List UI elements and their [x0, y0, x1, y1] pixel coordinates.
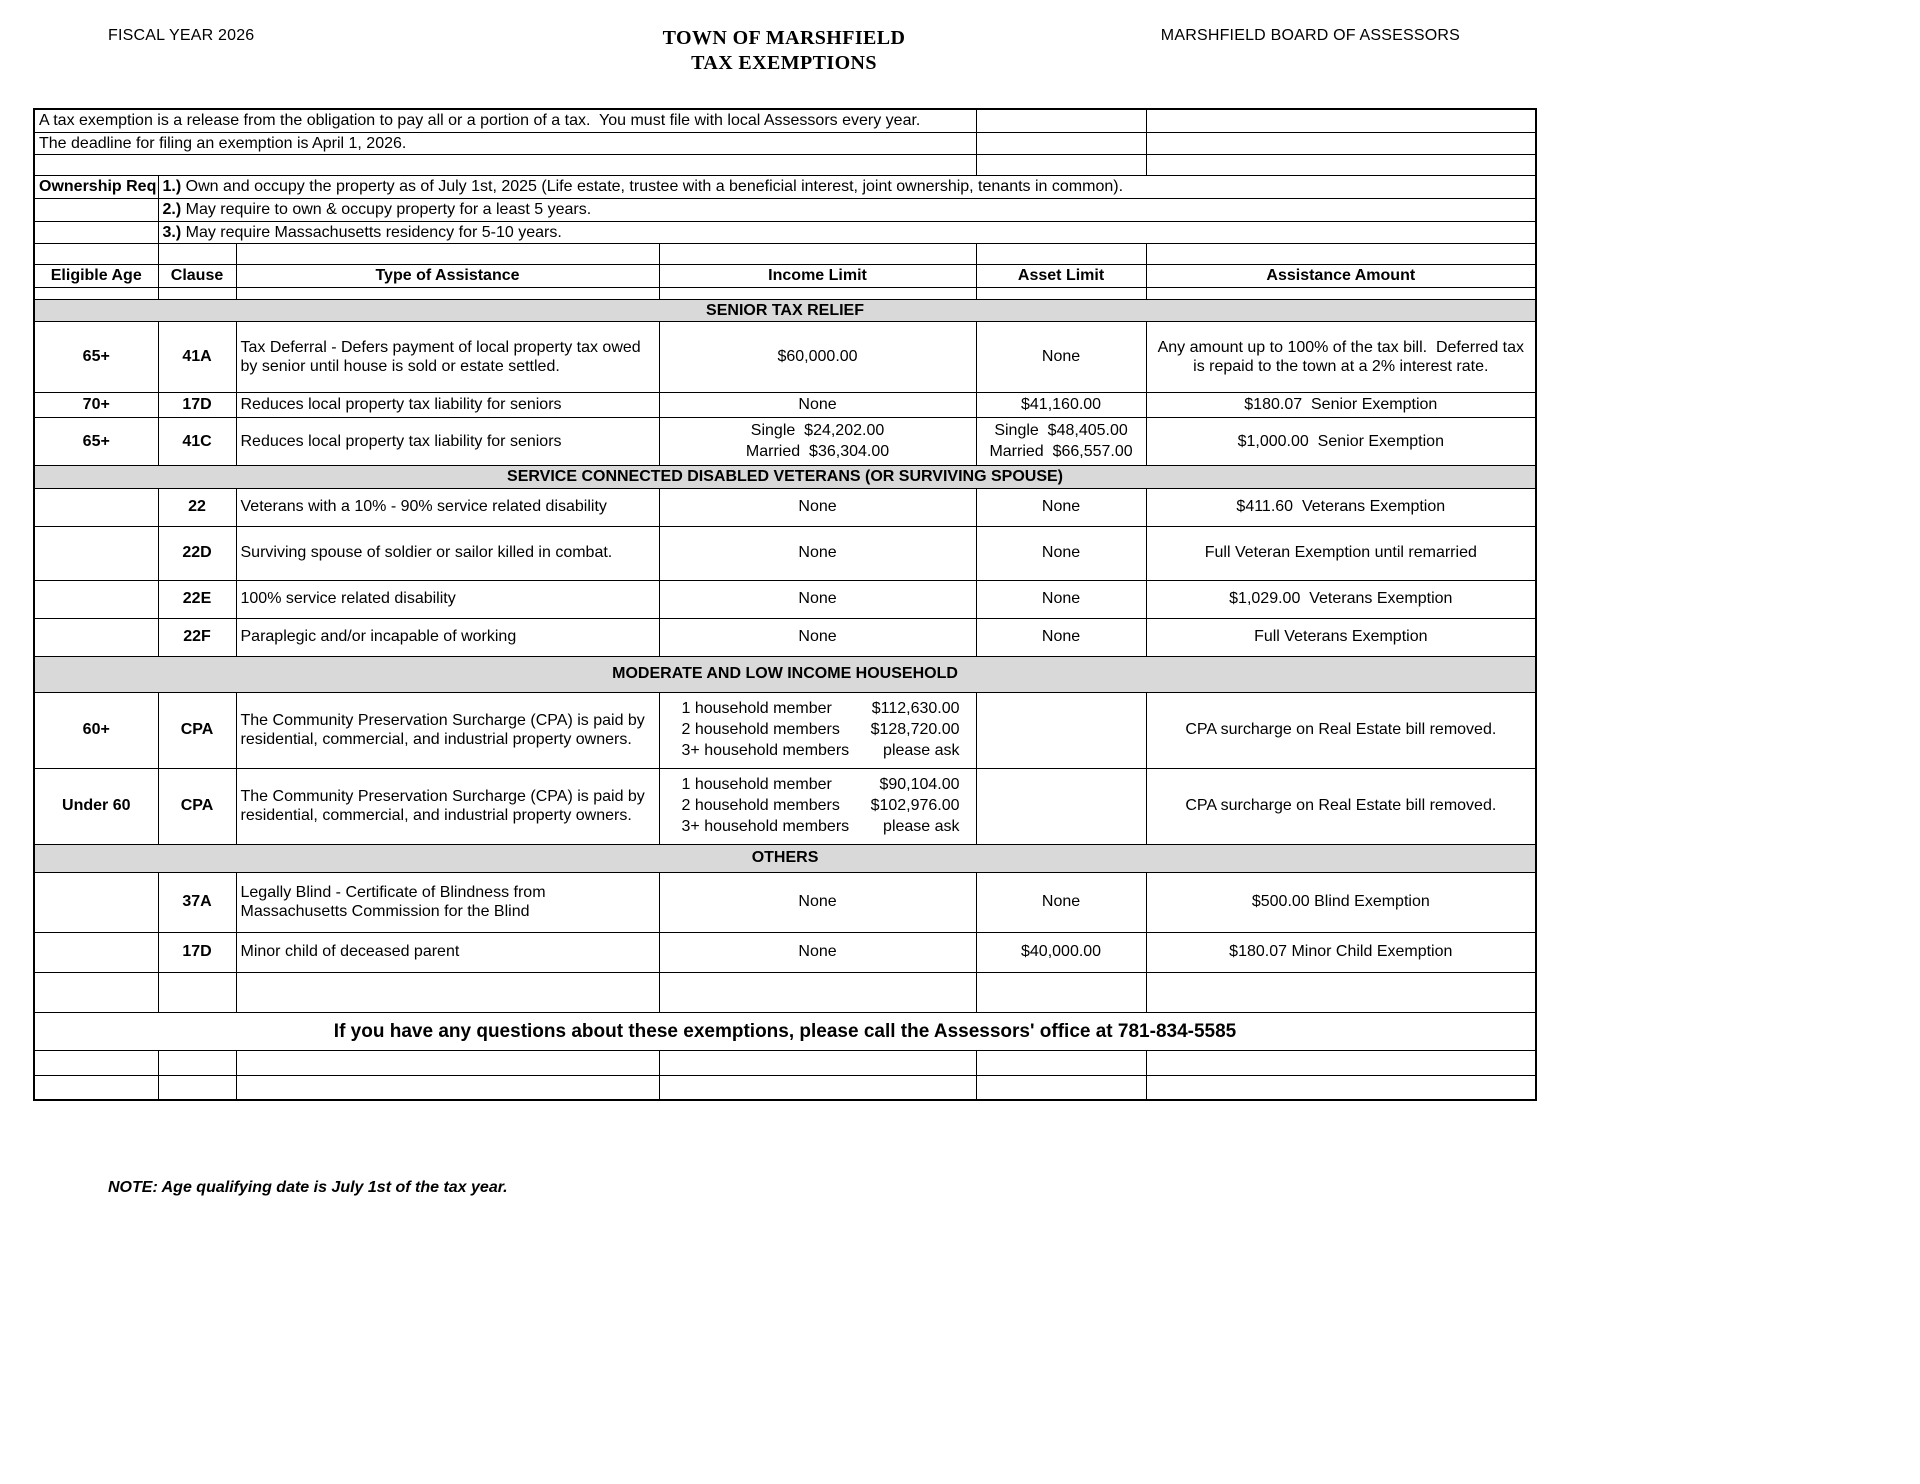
intro-line-1: A tax exemption is a release from the obligation to pay all or a portion of a tax. You must file with local Assessors every year.: [34, 109, 976, 132]
cell-type-of-assistance: The Community Preservation Surcharge (CPA) is paid by residential, commercial, and industrial property owners.: [236, 768, 659, 844]
empty-cell: [34, 287, 158, 299]
ownership-requirement-3: [158, 221, 1536, 244]
requirement-number: 3.): [162, 223, 182, 241]
cell-income-limit: None: [659, 932, 976, 972]
requirement-text: May require to own & occupy property for a least 5 years.: [185, 201, 592, 219]
cell-clause: 37A: [158, 872, 236, 932]
empty-cell: [34, 221, 158, 244]
cell-clause: CPA: [158, 768, 236, 844]
cell-clause: 22F: [158, 618, 236, 656]
cell-clause: 41A: [158, 322, 236, 393]
cell-type-of-assistance: Legally Blind - Certificate of Blindness from Massachusetts Commission for the Blind: [236, 872, 659, 932]
cell-clause: 17D: [158, 393, 236, 418]
cell-income-limit: [659, 692, 976, 768]
cell-income-limit: None: [659, 872, 976, 932]
intro-line-2: The deadline for filing an exemption is April 1, 2026.: [34, 132, 976, 155]
income-line: [664, 775, 972, 796]
title-line-2: TAX EXEMPTIONS: [691, 52, 877, 74]
cell-assistance-amount: Full Veteran Exemption until remarried: [1146, 526, 1536, 580]
empty-cell: [976, 1050, 1146, 1075]
page-header: [33, 0, 1535, 74]
cell-eligible-age: [34, 872, 158, 932]
cell-income-limit: None: [659, 488, 976, 526]
cell-income-limit: None: [659, 580, 976, 618]
cell-assistance-amount: $411.60 Veterans Exemption: [1146, 488, 1536, 526]
cell-eligible-age: [34, 488, 158, 526]
cell-income-limit: [659, 768, 976, 844]
empty-cell: [236, 287, 659, 299]
empty-cell: [659, 1075, 976, 1100]
empty-cell: [659, 972, 976, 1012]
fiscal-year-label: FISCAL YEAR 2026: [108, 27, 255, 44]
cell-asset-limit: None: [976, 322, 1146, 393]
empty-cell: [976, 132, 1146, 155]
age-qualifying-note: NOTE: Age qualifying date is July 1st of the tax year.: [108, 1179, 508, 1197]
cell-type-of-assistance: The Community Preservation Surcharge (CPA) is paid by residential, commercial, and industrial property owners.: [236, 692, 659, 768]
empty-cell: [1146, 155, 1536, 176]
empty-cell: [976, 109, 1146, 132]
household-value: $90,104.00: [879, 775, 960, 793]
cell-asset-limit: [976, 768, 1146, 844]
cell-asset-limit: $40,000.00: [976, 932, 1146, 972]
empty-cell: [34, 1050, 158, 1075]
cell-eligible-age: 65+: [34, 322, 158, 393]
cell-eligible-age: 70+: [34, 393, 158, 418]
column-header-asset-limit: Asset Limit: [976, 265, 1146, 288]
empty-cell: [158, 244, 236, 265]
requirement-number: 1.): [162, 178, 182, 196]
income-line: [664, 817, 972, 838]
empty-cell: [1146, 1075, 1536, 1100]
empty-cell: [1146, 109, 1536, 132]
requirement-text: May require Massachusetts residency for 5-10 years.: [185, 223, 562, 241]
cell-type-of-assistance: Tax Deferral - Defers payment of local property tax owed by senior until house is sold or estate settled.: [236, 322, 659, 393]
cell-type-of-assistance: Surviving spouse of soldier or sailor killed in combat.: [236, 526, 659, 580]
empty-cell: [976, 155, 1146, 176]
empty-cell: [34, 1075, 158, 1100]
cell-income-limit: None: [659, 526, 976, 580]
household-label: 3+ household members: [681, 741, 850, 759]
ownership-requirements-label: Ownership Req: [34, 176, 158, 199]
cell-assistance-amount: $180.07 Minor Child Exemption: [1146, 932, 1536, 972]
empty-cell: [976, 1075, 1146, 1100]
income-limit-married: Married $36,304.00: [745, 442, 890, 460]
empty-cell: [1146, 972, 1536, 1012]
cell-eligible-age: 65+: [34, 418, 158, 466]
cell-assistance-amount: Any amount up to 100% of the tax bill. Deferred tax is repaid to the town at a 2% interest rate.: [1146, 322, 1536, 393]
cell-type-of-assistance: Paraplegic and/or incapable of working: [236, 618, 659, 656]
empty-cell: [659, 244, 976, 265]
cell-asset-limit: None: [976, 618, 1146, 656]
empty-cell: [236, 1050, 659, 1075]
ownership-requirement-2: [158, 199, 1536, 222]
asset-limit-single: Single $48,405.00: [994, 421, 1128, 439]
empty-cell: [1146, 1050, 1536, 1075]
cell-assistance-amount: $500.00 Blind Exemption: [1146, 872, 1536, 932]
cell-income-limit: None: [659, 393, 976, 418]
cell-clause: 17D: [158, 932, 236, 972]
empty-cell: [1146, 287, 1536, 299]
income-line: [664, 720, 972, 741]
column-header-income-limit: Income Limit: [659, 265, 976, 288]
cell-income-limit: $60,000.00: [659, 322, 976, 393]
cell-type-of-assistance: Reduces local property tax liability for seniors: [236, 393, 659, 418]
cell-assistance-amount: CPA surcharge on Real Estate bill removed.: [1146, 692, 1536, 768]
cell-type-of-assistance: 100% service related disability: [236, 580, 659, 618]
empty-cell: [34, 155, 976, 176]
cell-clause: 22E: [158, 580, 236, 618]
household-label: 1 household member: [681, 699, 832, 717]
household-label: 2 household members: [681, 720, 840, 738]
exemptions-table: [33, 108, 1537, 1101]
income-line: [664, 741, 972, 762]
empty-cell: [158, 972, 236, 1012]
section-header-moderate-low-income: MODERATE AND LOW INCOME HOUSEHOLD: [34, 656, 1536, 692]
empty-cell: [1146, 244, 1536, 265]
cell-type-of-assistance: Veterans with a 10% - 90% service related disability: [236, 488, 659, 526]
cell-eligible-age: 60+: [34, 692, 158, 768]
cell-asset-limit: None: [976, 580, 1146, 618]
cell-eligible-age: [34, 618, 158, 656]
column-header-assistance-amount: Assistance Amount: [1146, 265, 1536, 288]
income-limit-single: Single $24,202.00: [750, 421, 885, 439]
section-header-disabled-veterans: SERVICE CONNECTED DISABLED VETERANS (OR SURVIVING SPOUSE): [34, 466, 1536, 489]
cell-asset-limit: None: [976, 488, 1146, 526]
section-header-senior-tax-relief: SENIOR TAX RELIEF: [34, 299, 1536, 322]
empty-cell: [659, 287, 976, 299]
household-value: please ask: [883, 817, 960, 835]
household-value: $102,976.00: [870, 796, 960, 814]
cell-assistance-amount: $180.07 Senior Exemption: [1146, 393, 1536, 418]
cell-asset-limit: [976, 418, 1146, 466]
empty-cell: [236, 972, 659, 1012]
cell-asset-limit: None: [976, 872, 1146, 932]
household-value: please ask: [883, 741, 960, 759]
requirement-text: Own and occupy the property as of July 1st, 2025 (Life estate, trustee with a beneficial interest, joint ownership, tenants in common).: [185, 178, 1124, 196]
cell-eligible-age: Under 60: [34, 768, 158, 844]
income-line: [664, 796, 972, 817]
requirement-number: 2.): [162, 201, 182, 219]
questions-contact-line: If you have any questions about these exemptions, please call the Assessors' office at 781-834-5585: [34, 1012, 1536, 1050]
cell-eligible-age: [34, 526, 158, 580]
empty-cell: [976, 287, 1146, 299]
cell-assistance-amount: $1,000.00 Senior Exemption: [1146, 418, 1536, 466]
empty-cell: [236, 1075, 659, 1100]
empty-cell: [158, 287, 236, 299]
cell-clause: 22D: [158, 526, 236, 580]
cell-assistance-amount: Full Veterans Exemption: [1146, 618, 1536, 656]
empty-cell: [34, 972, 158, 1012]
column-header-type: Type of Assistance: [236, 265, 659, 288]
column-header-clause: Clause: [158, 265, 236, 288]
cell-type-of-assistance: Minor child of deceased parent: [236, 932, 659, 972]
cell-assistance-amount: $1,029.00 Veterans Exemption: [1146, 580, 1536, 618]
household-label: 2 household members: [681, 796, 840, 814]
empty-cell: [976, 972, 1146, 1012]
empty-cell: [1146, 132, 1536, 155]
household-label: 3+ household members: [681, 817, 850, 835]
empty-cell: [976, 244, 1146, 265]
section-header-others: OTHERS: [34, 844, 1536, 872]
cell-income-limit: [659, 418, 976, 466]
household-value: $112,630.00: [871, 699, 960, 717]
cell-asset-limit: [976, 692, 1146, 768]
title-line-1: TOWN OF MARSHFIELD: [662, 27, 906, 49]
cell-clause: 41C: [158, 418, 236, 466]
empty-cell: [158, 1050, 236, 1075]
cell-asset-limit: $41,160.00: [976, 393, 1146, 418]
household-label: 1 household member: [681, 775, 832, 793]
column-header-eligible-age: Eligible Age: [34, 265, 158, 288]
empty-cell: [659, 1050, 976, 1075]
cell-clause: CPA: [158, 692, 236, 768]
empty-cell: [236, 244, 659, 265]
cell-assistance-amount: CPA surcharge on Real Estate bill removed.: [1146, 768, 1536, 844]
household-value: $128,720.00: [870, 720, 960, 738]
empty-cell: [34, 199, 158, 222]
cell-eligible-age: [34, 580, 158, 618]
cell-income-limit: None: [659, 618, 976, 656]
cell-clause: 22: [158, 488, 236, 526]
empty-cell: [158, 1075, 236, 1100]
board-of-assessors-label: MARSHFIELD BOARD OF ASSESSORS: [1160, 27, 1460, 44]
cell-type-of-assistance: Reduces local property tax liability for seniors: [236, 418, 659, 466]
asset-limit-married: Married $66,557.00: [989, 442, 1133, 460]
empty-cell: [34, 244, 158, 265]
income-line: [664, 699, 972, 720]
cell-eligible-age: [34, 932, 158, 972]
cell-asset-limit: None: [976, 526, 1146, 580]
ownership-requirement-1: [158, 176, 1536, 199]
